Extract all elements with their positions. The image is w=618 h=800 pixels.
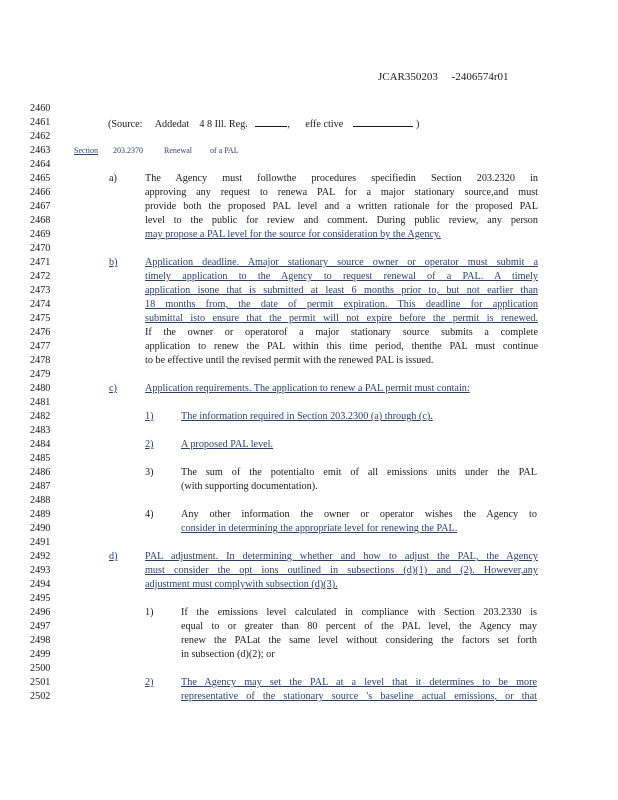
subsection-d-line: must consider the opt ions outlined in subsections (d)(1) and (2). However,any bbox=[145, 565, 538, 576]
line-number: 2494 bbox=[30, 579, 51, 590]
line-number: 2496 bbox=[30, 607, 51, 618]
line-number: 2463 bbox=[30, 145, 51, 156]
blank-page bbox=[255, 116, 287, 127]
line-number: 2467 bbox=[30, 201, 51, 212]
subsection-b-line: timely application to the Agency to request renewal of a PAL. A timely bbox=[145, 271, 538, 282]
source-close: ) bbox=[415, 119, 420, 130]
subsection-d-line: adjustment must complywith subsection (d)(3). bbox=[145, 579, 338, 590]
line-number: 2502 bbox=[30, 691, 51, 702]
section-heading bbox=[74, 144, 260, 158]
item-line: Any other information the owner or operator wishes the Agency to bbox=[181, 509, 537, 520]
line-number: 2460 bbox=[30, 103, 51, 114]
subsection-b-line: If the owner or operatorof a major stationary source submits a complete bbox=[145, 327, 538, 338]
subsection-b-marker: b) bbox=[109, 257, 118, 268]
line-number: 2486 bbox=[30, 467, 51, 478]
line-number: 2483 bbox=[30, 425, 51, 436]
item-marker: 2) bbox=[145, 677, 154, 688]
item-line: consider in determining the appropriate level for renewing the PAL. bbox=[181, 523, 458, 534]
subsection-b-line: to be effective until the revised permit with the renewed PAL is issued. bbox=[145, 355, 434, 366]
line-number: 2471 bbox=[30, 257, 51, 268]
line-number: 2480 bbox=[30, 383, 51, 394]
line-number: 2491 bbox=[30, 537, 51, 548]
item-marker: 3) bbox=[145, 467, 154, 478]
blank-date bbox=[353, 116, 413, 127]
subsection-a-line: provide both the proposed PAL level and a written rationale for the proposed PAL bbox=[145, 201, 538, 212]
item-marker: 1) bbox=[145, 607, 154, 618]
page-header bbox=[378, 71, 508, 83]
line-number: 2473 bbox=[30, 285, 51, 296]
line-number: 2472 bbox=[30, 271, 51, 282]
line-number: 2498 bbox=[30, 635, 51, 646]
line-number: 2468 bbox=[30, 215, 51, 226]
line-number: 2466 bbox=[30, 187, 51, 198]
line-number: 2478 bbox=[30, 355, 51, 366]
item-line: representative of the stationary source 's baseline actual emissions, or that bbox=[181, 691, 537, 702]
source-effective: effe ctive bbox=[305, 119, 344, 130]
item-line: The Agency may set the PAL at a level that it determines to be more bbox=[181, 677, 537, 688]
source-volume: 4 8 Ill. Reg. bbox=[199, 119, 248, 130]
line-number: 2475 bbox=[30, 313, 51, 324]
subsection-b-line: application to renew the PAL within this time period, thenthe PAL must continue bbox=[145, 341, 538, 352]
section-title: Renewal bbox=[164, 146, 192, 155]
source-added: Addedat bbox=[154, 119, 190, 130]
line-number: 2481 bbox=[30, 397, 51, 408]
subsection-b-line: Application deadline. Amajor stationary source owner or operator must submit a bbox=[145, 257, 538, 268]
line-number: 2490 bbox=[30, 523, 51, 534]
subsection-a-line: may propose a PAL level for the source for consideration by the Agency. bbox=[145, 229, 441, 240]
line-number: 2488 bbox=[30, 495, 51, 506]
line-number: 2461 bbox=[30, 117, 51, 128]
subsection-c-marker: c) bbox=[109, 383, 117, 394]
item-line: equal to or greater than 80 percent of the PAL level, the Agency may bbox=[181, 621, 537, 632]
subsection-b-line: 18 months from, the date of permit expiration. This deadline for application bbox=[145, 299, 538, 310]
line-number: 2501 bbox=[30, 677, 51, 688]
line-number: 2470 bbox=[30, 243, 51, 254]
line-number: 2489 bbox=[30, 509, 51, 520]
subsection-b-line: submittal isto ensure that the permit will not expire before the permit is renewed. bbox=[145, 313, 538, 324]
subsection-d-marker: d) bbox=[109, 551, 118, 562]
item-marker: 4) bbox=[145, 509, 154, 520]
item-line: (with supporting documentation). bbox=[181, 481, 318, 492]
subsection-a-line: approving any request to renewa PAL for a major stationary source,and must bbox=[145, 187, 538, 198]
line-number: 2476 bbox=[30, 327, 51, 338]
line-number: 2465 bbox=[30, 173, 51, 184]
doc-id: JCAR350203 bbox=[378, 71, 438, 83]
line-number: 2482 bbox=[30, 411, 51, 422]
section-number: 203.2370 bbox=[113, 146, 143, 155]
line-number: 2492 bbox=[30, 551, 51, 562]
source-open: (Source: bbox=[108, 119, 143, 130]
subsection-a-line: level to the public for review and comment. During public review, any person bbox=[145, 215, 538, 226]
item-line: If the emissions level calculated in compliance with Section 203.2330 is bbox=[181, 607, 537, 618]
subsection-d-line: PAL adjustment. In determining whether and how to adjust the PAL, the Agency bbox=[145, 551, 538, 562]
section-label: Section bbox=[74, 146, 98, 155]
line-number: 2477 bbox=[30, 341, 51, 352]
line-number: 2500 bbox=[30, 663, 51, 674]
line-number: 2493 bbox=[30, 565, 51, 576]
item-line: renew the PALat the same level without considering the factors set forth bbox=[181, 635, 537, 646]
source-note: (Source: Addedat 4 8 Ill. Reg. , effe ctive ) bbox=[108, 116, 419, 130]
item-marker: 2) bbox=[145, 439, 154, 450]
doc-number: -2406574r01 bbox=[451, 71, 509, 83]
line-number: 2474 bbox=[30, 299, 51, 310]
item-marker: 1) bbox=[145, 411, 154, 422]
subsection-a-line: The Agency must followthe procedures specifiedin Section 203.2320 in bbox=[145, 173, 538, 184]
line-number: 2487 bbox=[30, 481, 51, 492]
line-number: 2484 bbox=[30, 439, 51, 450]
section-title-end: of a PAL bbox=[210, 146, 239, 155]
item-line: The information required in Section 203.2300 (a) through (c). bbox=[181, 411, 433, 422]
item-line: in subsection (d)(2); or bbox=[181, 649, 275, 660]
line-number: 2469 bbox=[30, 229, 51, 240]
subsection-a-marker: a) bbox=[109, 173, 117, 184]
item-line: A proposed PAL level. bbox=[181, 439, 274, 450]
subsection-c-lead: Application requirements. The application to renew a PAL permit must contain: bbox=[145, 383, 470, 394]
line-number: 2462 bbox=[30, 131, 51, 142]
line-number: 2497 bbox=[30, 621, 51, 632]
line-number: 2479 bbox=[30, 369, 51, 380]
line-number: 2495 bbox=[30, 593, 51, 604]
item-line: The sum of the potentialto emit of all emissions units under the PAL bbox=[181, 467, 537, 478]
subsection-b-line: application isone that is submitted at least 6 months prior to, but not earlier than bbox=[145, 285, 538, 296]
line-number: 2499 bbox=[30, 649, 51, 660]
line-number: 2485 bbox=[30, 453, 51, 464]
line-number: 2464 bbox=[30, 159, 51, 170]
